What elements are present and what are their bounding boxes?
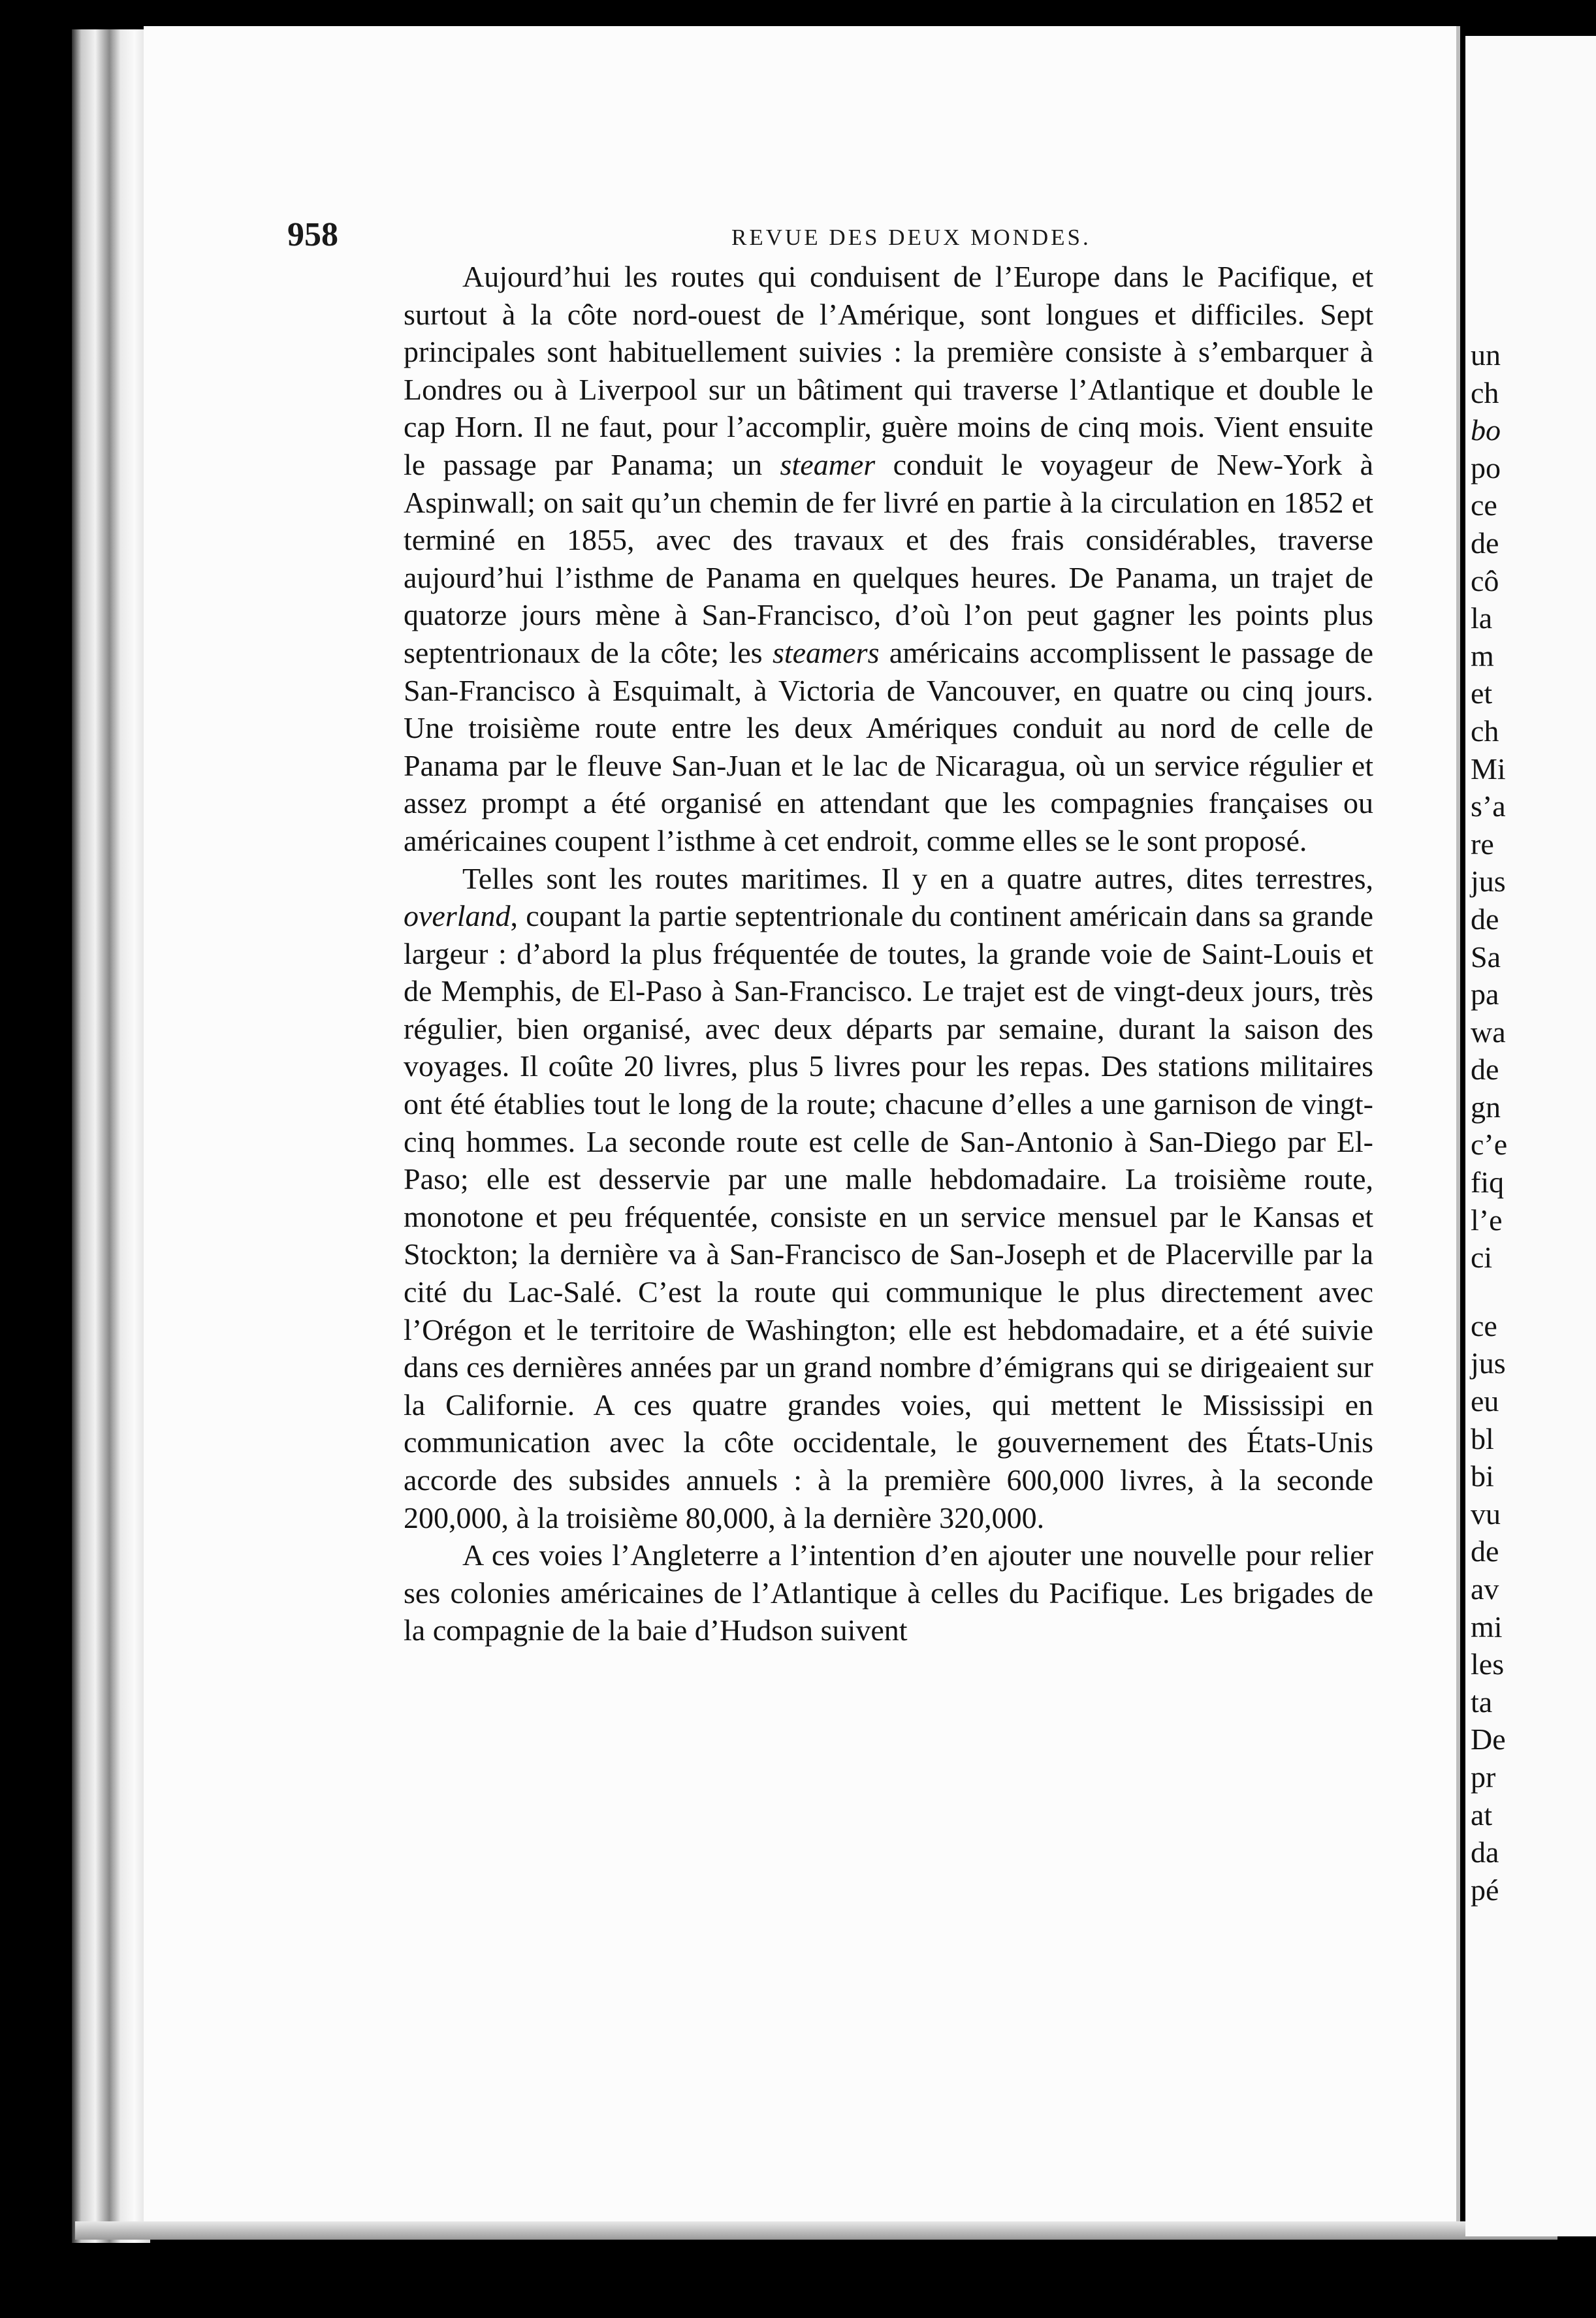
fragment-line: s’a [1471,789,1506,823]
fragment-line: bi [1471,1459,1494,1493]
book-binding [72,29,150,2243]
fragment-line: fiq [1471,1166,1505,1199]
body-text [404,258,1373,1649]
fragment-line: de [1471,902,1499,936]
fragment-line: at [1471,1798,1493,1832]
fragment-line: la [1471,601,1493,635]
paragraph-1: Aujourd’hui les routes qui conduisent de l’Europe dans le Pacifique, et surtout à la côte nord-ouest de l’Amérique, sont longues et difficiles. Sept principales sont habituellement suivies : la première consiste à s’embarquer à Londres ou à Liverpool sur un bâtiment qui traverse l’Atlantique et double le cap Horn. Il ne faut, pour l’accomplir, guère moins de cinq mois. Vient ensuite le passage par Panama; un steamer conduit le voyageur de New-York à Aspinwall; on sait qu’un chemin de fer livré en partie à la circulation en 1852 et terminé en 1855, avec des travaux et des frais considérables, traverse aujourd’hui l’isthme de Panama en quelques heures. De Panama, un trajet de quatorze jours mène à San-Francisco, d’où l’on peut gagner les points plus septentrionaux de la côte; les steamers américains accomplissent le passage de San-Francisco à Esquimalt, à Victoria de Vancouver, en quatre ou cinq jours. Une troisième route entre les deux Amériques conduit au nord de celle de Panama par le fleuve San-Juan et le lac de Nicaragua, où un service régulier et assez prompt a été organisé en attendant que les compagnies françaises ou américaines coupent l’isthme à cet endroit, comme elles se le sont proposé. [404,260,1373,857]
fragment-line: et [1471,676,1493,710]
fragment-line: ce [1471,1309,1497,1342]
fragment-line: eu [1471,1384,1499,1418]
paragraph-gap [1471,1277,1595,1307]
fragment-line: gn [1471,1090,1501,1124]
fragment-line: ci [1471,1241,1493,1275]
fragment-line: pa [1471,977,1499,1011]
fragment-line: de [1471,1053,1499,1087]
fragment-line: Mi [1471,752,1506,786]
page-bottom-edge [75,2221,1557,2240]
fragment-line: Sa [1471,940,1501,974]
fragment-line: ch [1471,375,1499,409]
fragment-line: av [1471,1572,1499,1606]
fragment-line: ce [1471,488,1497,522]
fragment-line: jus [1471,865,1506,898]
fragment-line: bl [1471,1421,1494,1455]
fragment-line: jus [1471,1346,1506,1380]
running-head [287,215,1371,255]
fragment-line: de [1471,526,1499,560]
fragment-line: m [1471,639,1494,673]
paragraph-3: A ces voies l’Angleterre a l’intention d’en ajouter une nouvelle pour relier ses colonies américaines de l’Atlantique à celles du Pacifique. Les brigades de la compagnie de la baie d’Hudson suivent [404,1538,1373,1647]
fragment-line: re [1471,827,1494,861]
fragment-line: da [1471,1835,1499,1869]
fragment-line: mi [1471,1610,1503,1643]
fragment-line: l’e [1471,1203,1503,1237]
fragment-line: c’e [1471,1128,1508,1162]
fragment-line: De [1471,1723,1506,1756]
fragment-line: de [1471,1534,1499,1568]
fragment-line: po [1471,451,1501,484]
facing-page [1465,36,1596,2236]
fragment-line: pr [1471,1760,1496,1794]
fragment-line: bo [1471,413,1501,447]
fragment-line: ch [1471,714,1499,748]
facing-page-text [1471,336,1595,1909]
fragment-line: les [1471,1647,1505,1681]
fragment-line: cô [1471,564,1499,597]
fragment-line: vu [1471,1497,1501,1531]
fragment-line: ta [1471,1685,1493,1719]
fragment-line: pé [1471,1873,1499,1907]
fragment-line: wa [1471,1015,1506,1049]
fragment-line: un [1471,338,1501,372]
paragraph-2: Telles sont les routes maritimes. Il y en a quatre autres, dites terrestres, overland, coupant la partie septentrionale du continent américain dans sa grande largeur : d’abord la plus fréquentée de toutes, la grande voie de Saint-Louis et de Memphis, de El-Paso à San-Francisco. Le trajet est de vingt-deux jours, très régulier, bien organisé, avec deux départs par semaine, durant la saison des voyages. Il coûte 20 livres, plus 5 livres pour les repas. Des stations militaires ont été établies tout le long de la route; chacune d’elles a une garnison de vingt-cinq hommes. La seconde route est celle de San-Antonio à San-Diego par El-Paso; elle est desservie par une malle hebdomadaire. La troisième route, monotone et peu fréquentée, consiste en un service mensuel par le Kansas et Stockton; la dernière va à San-Francisco de San-Joseph et de Placerville par la cité du Lac-Salé. C’est la route qui communique le plus directement avec l’Orégon et le territoire de Washington; elle est hebdomadaire, et a été suivie dans ces dernières années par un grand nombre d’émigrans qui se dirigeaient sur la Californie. A ces quatre grandes voies, qui mettent le Mississipi en communication avec la côte occidentale, le gouvernement des États-Unis accorde des subsides annuels : à la première 600,000 livres, à la seconde 200,000, à la troisième 80,000, à la dernière 320,000. [404,861,1373,1534]
journal-title: REVUE DES DEUX MONDES. [731,225,1091,250]
page-number: 958 [287,216,338,253]
